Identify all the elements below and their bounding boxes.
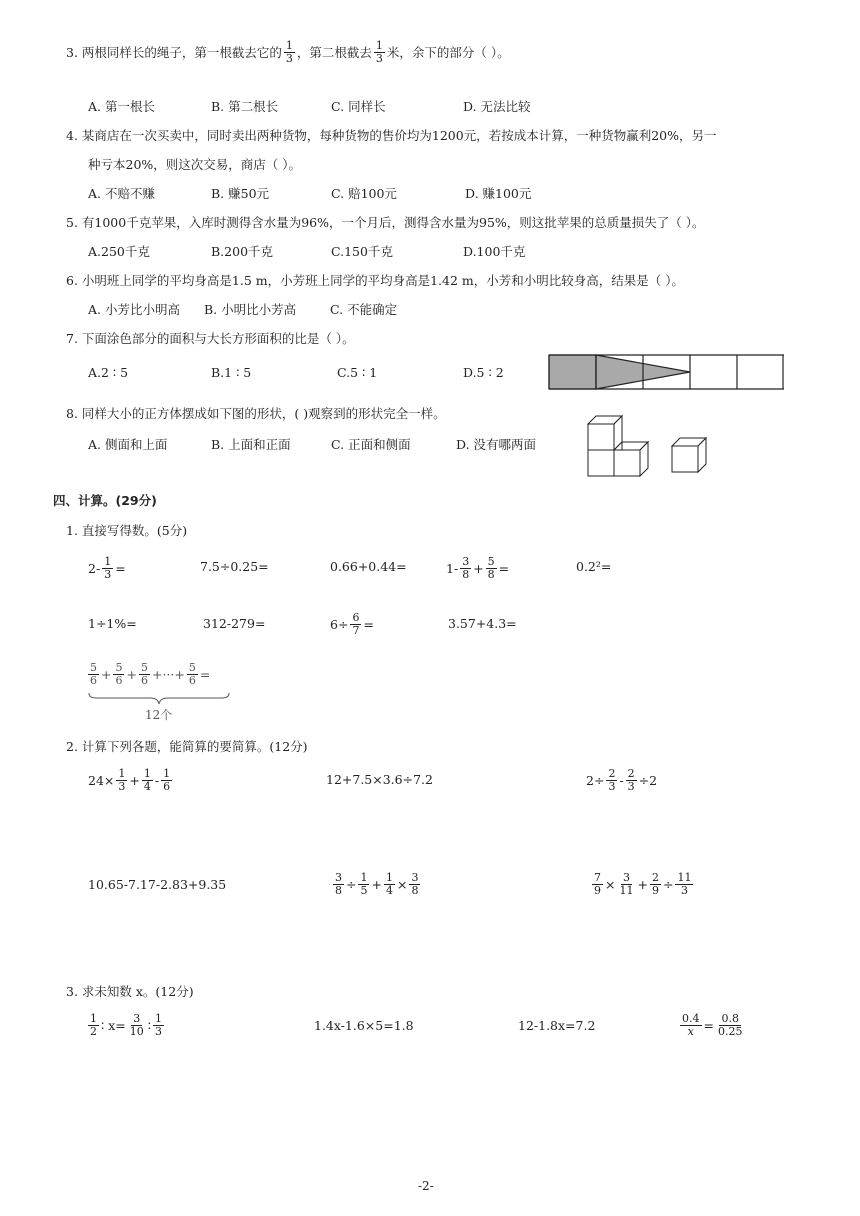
fraction: $\frac{1}{3}$ bbox=[375, 39, 383, 65]
calc-2-minus-third: 2- $\frac{1}{3}$ = bbox=[88, 555, 126, 581]
equation-1: $\frac{1}{2}$ ∶ x= $\frac{3}{10}$ ∶ $\frac{1}{3}$ bbox=[90, 1012, 163, 1038]
q7-option-d[interactable]: D.5 ∶ 2 bbox=[463, 365, 504, 380]
q6-option-a[interactable]: A. 小芳比小明高 bbox=[88, 302, 180, 317]
q7-option-b[interactable]: B.1 ∶ 5 bbox=[211, 365, 252, 380]
cube-stack-figure bbox=[580, 408, 730, 478]
fraction: $\frac{6}{7}$ bbox=[352, 611, 360, 637]
calc-1-div-percent: 1÷1%= bbox=[88, 616, 137, 631]
fraction: $\frac{1}{6}$ bbox=[163, 767, 171, 793]
fraction: $\frac{1}{4}$ bbox=[385, 871, 393, 897]
equation-3: 12-1.8x=7.2 bbox=[518, 1018, 596, 1033]
q3-stem: 3. 两根同样长的绳子，第一根截去它的 $\frac{1}{3}$ ，第二根截去 $\frac{1}{3}$ 米，余下的部分（ ）。 bbox=[66, 39, 510, 65]
equation-4: $\frac{0.4}{x}$ = $\frac{0.8}{0.25}$ bbox=[682, 1012, 743, 1038]
fraction: $\frac{1}{3}$ bbox=[104, 555, 112, 581]
expr-12-plus: 12+7.5×3.6÷7.2 bbox=[326, 772, 433, 787]
fraction: $\frac{0.4}{x}$ bbox=[682, 1012, 700, 1038]
calc-repeated-sum: $\frac{5}{6}$ + $\frac{5}{6}$ + $\frac{5}{6}$ + ··· + $\frac{5}{6}$ = bbox=[90, 661, 211, 687]
q4-option-b[interactable]: B. 赚50元 bbox=[211, 186, 270, 201]
q5-option-b[interactable]: B.200千克 bbox=[211, 244, 274, 259]
equation-2: 1.4x-1.6×5=1.8 bbox=[314, 1018, 414, 1033]
q4-stem-line1: 4. 某商店在一次买卖中，同时卖出两种货物，每种货物的售价均为1200元，若按成本计算，一种货物赢利20%，另一 bbox=[66, 128, 717, 143]
q5-option-c[interactable]: C.150千克 bbox=[331, 244, 393, 259]
fraction: $\frac{1}{3}$ bbox=[285, 39, 293, 65]
q7-option-a[interactable]: A.2 ∶ 5 bbox=[88, 365, 129, 380]
q3-option-c[interactable]: C. 同样长 bbox=[331, 99, 386, 114]
fraction: $\frac{5}{6}$ bbox=[115, 661, 123, 687]
expr-2-div: 2÷ $\frac{2}{3}$ - $\frac{2}{3}$ ÷2 bbox=[586, 767, 658, 793]
fraction: $\frac{11}{3}$ bbox=[677, 871, 692, 897]
expr-24-times: 24× $\frac{1}{3}$ + $\frac{1}{4}$ - $\frac{1}{6}$ bbox=[88, 767, 171, 793]
calc-7-5-div: 7.5÷0.25= bbox=[200, 559, 269, 574]
fraction: $\frac{2}{3}$ bbox=[608, 767, 616, 793]
q6-stem: 6. 小明班上同学的平均身高是1.5 m，小芳班上同学的平均身高是1.42 m，小芳和小明比较身高，结果是（ ）。 bbox=[66, 273, 684, 288]
fraction: $\frac{1}{3}$ bbox=[155, 1012, 163, 1038]
q4-stem-line2: 种亏本20%，则这次交易，商店（ ）。 bbox=[88, 157, 302, 172]
q7-option-c[interactable]: C.5 ∶ 1 bbox=[337, 365, 378, 380]
fraction: $\frac{3}{10}$ bbox=[129, 1012, 144, 1038]
part-1-title: 1. 直接写得数。(5分) bbox=[66, 523, 188, 538]
q6-option-b[interactable]: B. 小明比小芳高 bbox=[204, 302, 297, 317]
q3-option-a[interactable]: A. 第一根长 bbox=[88, 99, 155, 114]
fraction: $\frac{0.8}{0.25}$ bbox=[717, 1012, 743, 1038]
fraction: $\frac{2}{3}$ bbox=[627, 767, 635, 793]
q3-option-b[interactable]: B. 第二根长 bbox=[211, 99, 279, 114]
fraction: $\frac{5}{6}$ bbox=[90, 661, 97, 687]
q4-option-d[interactable]: D. 赚100元 bbox=[465, 186, 532, 201]
fraction: $\frac{3}{8}$ bbox=[411, 871, 419, 897]
q5-option-d[interactable]: D.100千克 bbox=[463, 244, 526, 259]
expr-10-65: 10.65-7.17-2.83+9.35 bbox=[88, 877, 227, 892]
q4-option-a[interactable]: A. 不赔不赚 bbox=[88, 186, 155, 201]
q5-stem: 5. 有1000千克苹果，入库时测得含水量为96%，一个月后，测得含水量为95%，则这批苹果的总质量损失了（ ）。 bbox=[66, 215, 705, 230]
fraction: $\frac{1}{2}$ bbox=[90, 1012, 97, 1038]
fraction: $\frac{5}{6}$ bbox=[140, 661, 148, 687]
calc-0-66-plus: 0.66+0.44= bbox=[330, 559, 407, 574]
calc-3-57-plus: 3.57+4.3= bbox=[448, 616, 517, 631]
fraction: $\frac{3}{11}$ bbox=[619, 871, 634, 897]
fraction: $\frac{5}{8}$ bbox=[487, 555, 495, 581]
page-number: -2- bbox=[418, 1179, 434, 1193]
expr-seven-ninths: $\frac{7}{9}$ × $\frac{3}{11}$ + $\frac{2}{9}$ ÷ $\frac{11}{3}$ bbox=[594, 871, 692, 897]
fraction: $\frac{1}{4}$ bbox=[143, 767, 151, 793]
part-3-title: 3. 求未知数 x。(12分) bbox=[66, 984, 194, 999]
q3-option-d[interactable]: D. 无法比较 bbox=[463, 99, 531, 114]
fraction: $\frac{2}{9}$ bbox=[651, 871, 659, 897]
fraction: $\frac{5}{6}$ bbox=[188, 661, 196, 687]
q8-option-a[interactable]: A. 侧面和上面 bbox=[88, 437, 168, 452]
q4-option-c[interactable]: C. 赔100元 bbox=[331, 186, 397, 201]
fraction: $\frac{3}{8}$ bbox=[462, 555, 470, 581]
q8-option-b[interactable]: B. 上面和正面 bbox=[211, 437, 291, 452]
calc-1-minus-fractions: 1- $\frac{3}{8}$ + $\frac{5}{8}$ = bbox=[446, 555, 510, 581]
fraction: $\frac{7}{9}$ bbox=[594, 871, 601, 897]
calc-312-minus: 312-279= bbox=[203, 616, 266, 631]
underbrace bbox=[88, 692, 230, 706]
fraction: $\frac{1}{5}$ bbox=[360, 871, 368, 897]
calc-0-2-squared: 0.2²= bbox=[576, 559, 612, 574]
fraction: $\frac{1}{3}$ bbox=[118, 767, 126, 793]
expr-three-eighths: $\frac{3}{8}$ ÷ $\frac{1}{5}$ + $\frac{1}{4}$ × $\frac{3}{8}$ bbox=[335, 871, 419, 897]
section-4-title: 四、计算。(29分) bbox=[53, 493, 157, 508]
underbrace-count: 12个 bbox=[145, 708, 173, 722]
part-2-title: 2. 计算下列各题，能简算的要简算。(12分) bbox=[66, 739, 308, 754]
q8-stem: 8. 同样大小的正方体摆成如下图的形状，( )观察到的形状完全一样。 bbox=[66, 406, 446, 421]
q8-option-c[interactable]: C. 正面和侧面 bbox=[331, 437, 411, 452]
q7-stem: 7. 下面涂色部分的面积与大长方形面积的比是（ ）。 bbox=[66, 331, 355, 346]
q5-option-a[interactable]: A.250千克 bbox=[88, 244, 150, 259]
fraction: $\frac{3}{8}$ bbox=[335, 871, 342, 897]
q8-option-d[interactable]: D. 没有哪两面 bbox=[456, 437, 537, 452]
calc-6-div-fraction: 6÷ $\frac{6}{7}$ = bbox=[330, 611, 374, 637]
shaded-rectangle-figure bbox=[548, 354, 786, 392]
q6-option-c[interactable]: C. 不能确定 bbox=[330, 302, 398, 317]
